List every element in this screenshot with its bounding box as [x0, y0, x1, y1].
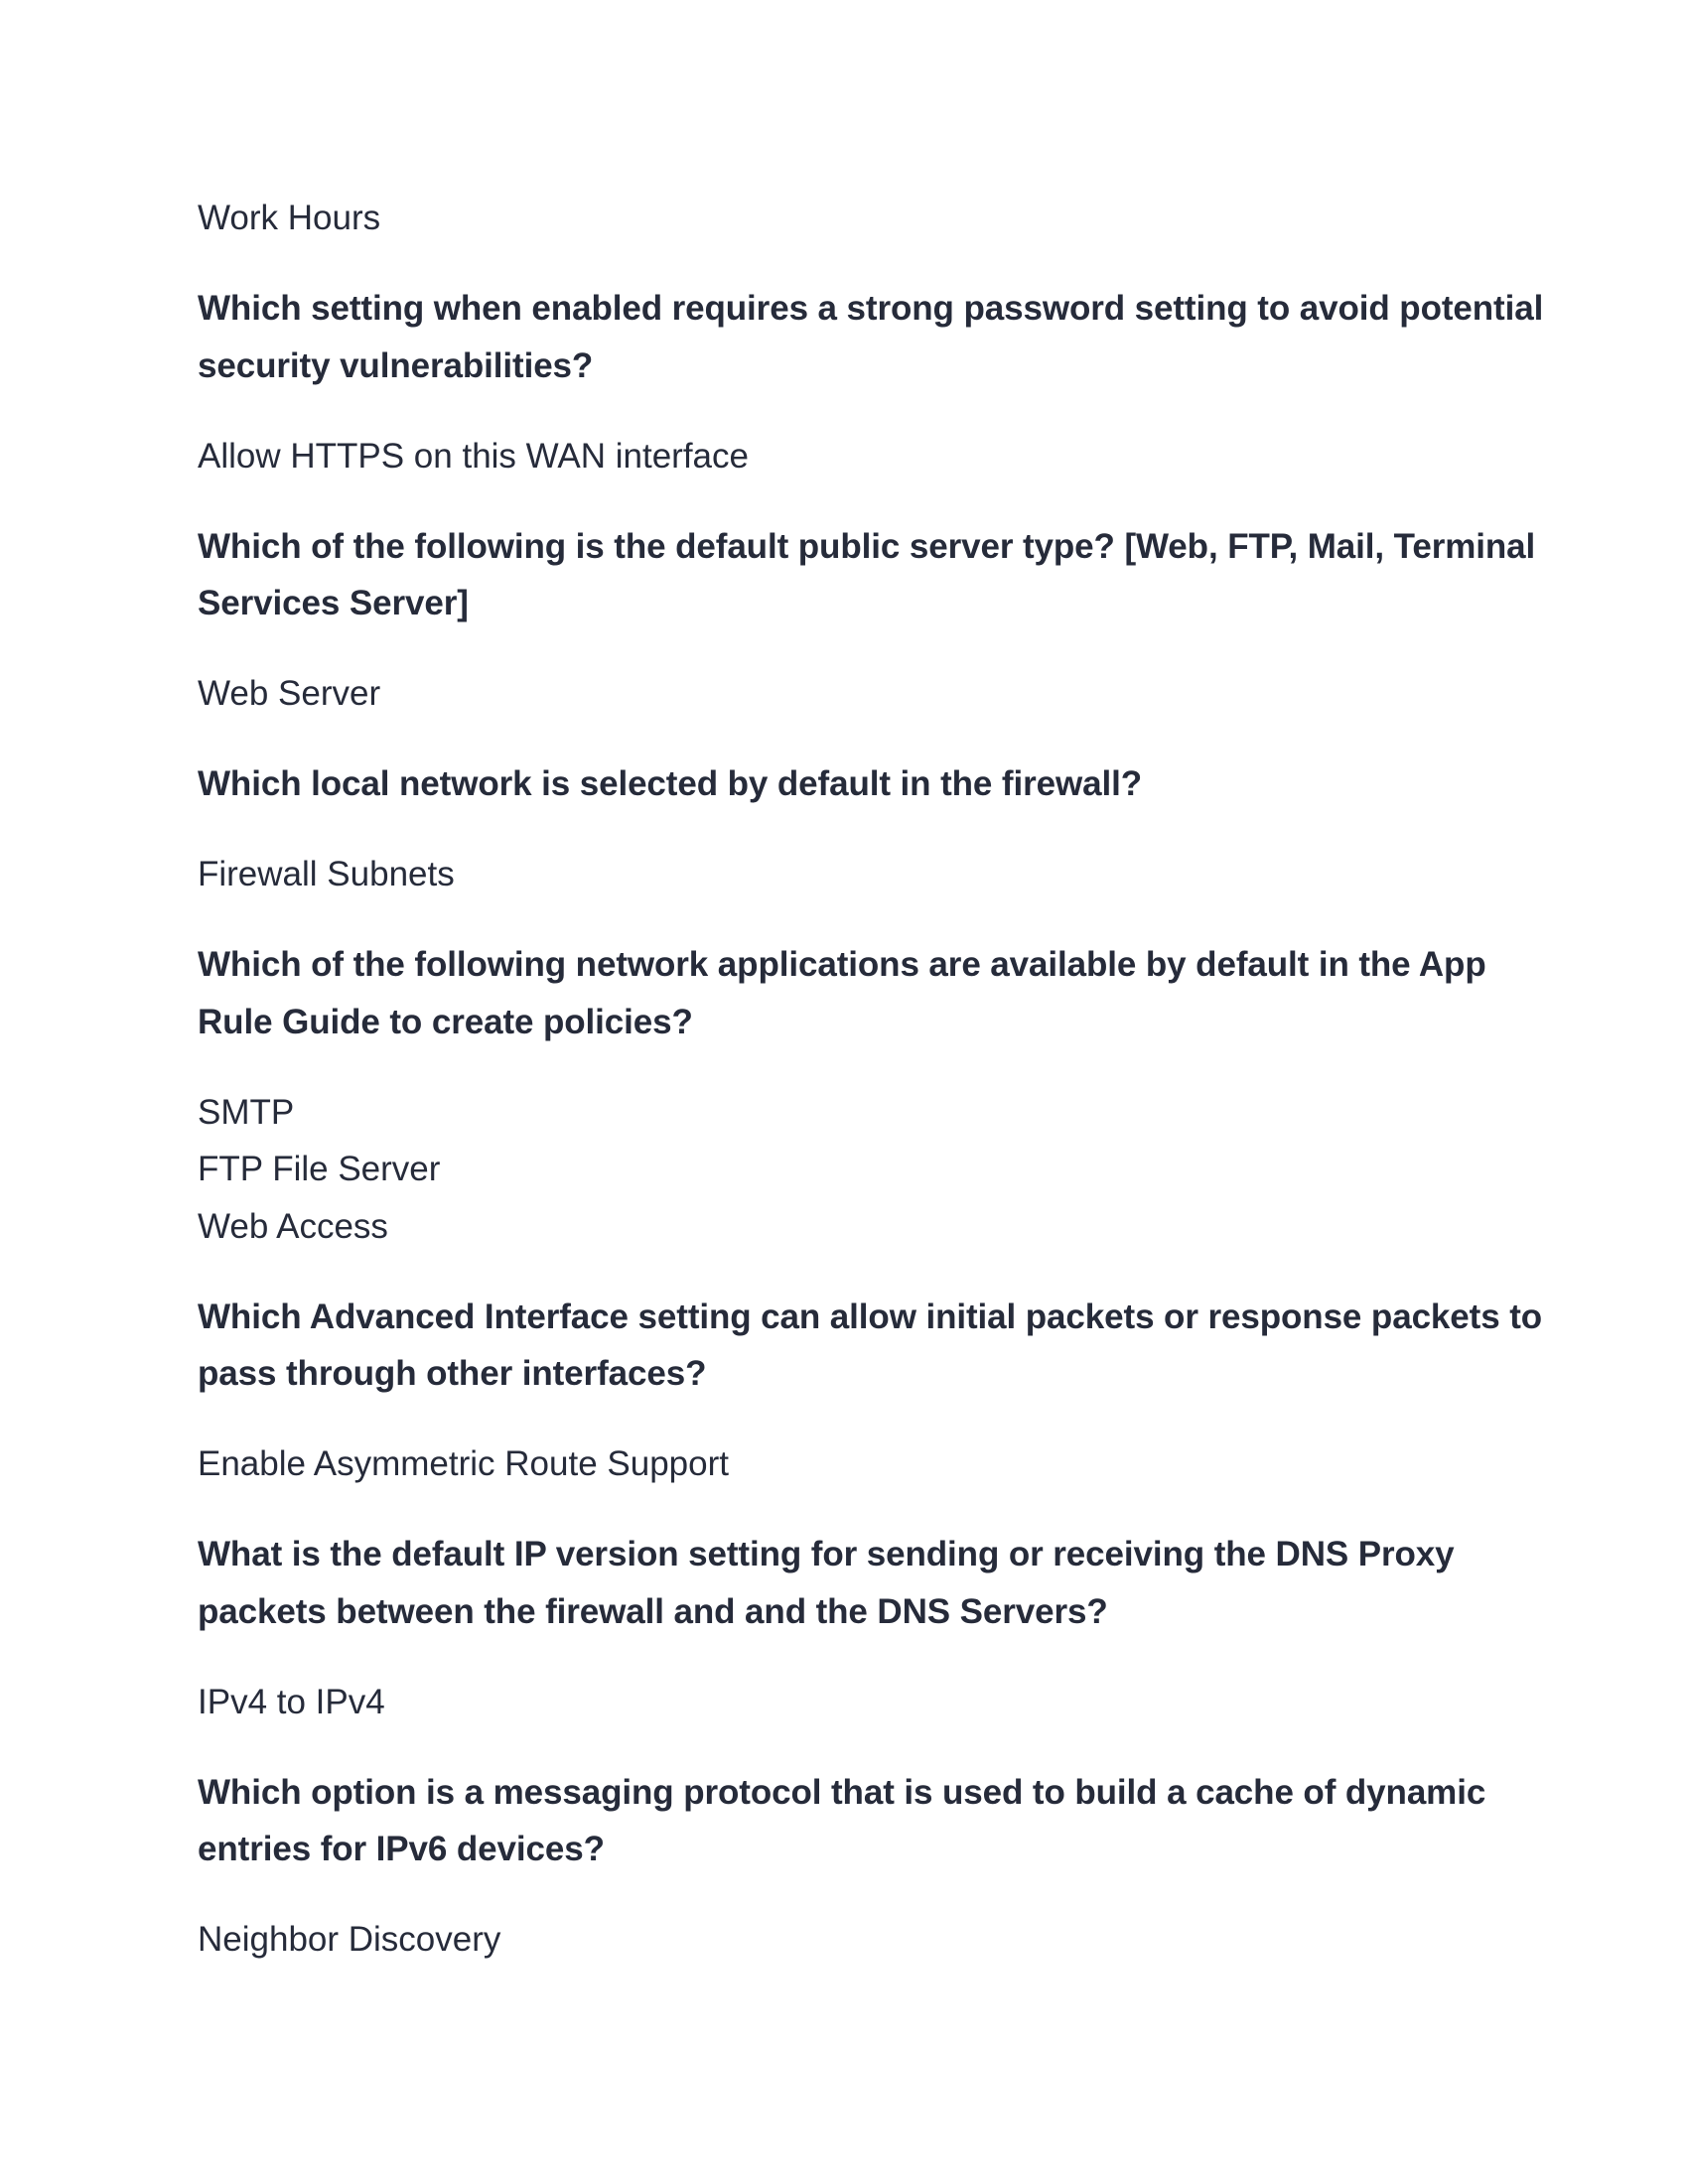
answer-line: Allow HTTPS on this WAN interface [198, 436, 749, 476]
answer-neighbor-discovery [198, 1911, 1498, 1969]
question-line: Which local network is selected by default in the firewall? [198, 764, 1142, 803]
answer-web-server [198, 665, 1498, 723]
answer-application-list [198, 1084, 1498, 1256]
answer-line: Web Server [198, 674, 381, 713]
question-line: Which of the following is the default public server type? [Web, FTP, Mail, Terminal [198, 526, 1536, 566]
answer-asymmetric-route [198, 1435, 1498, 1493]
answer-list-item: Web Access [198, 1206, 388, 1246]
answer-line: Firewall Subnets [198, 855, 455, 893]
answer-work-hours [198, 190, 1498, 247]
answer-line: Enable Asymmetric Route Support [198, 1444, 729, 1483]
question-line: Which setting when enabled requires a strong password setting to avoid potential [198, 289, 1544, 328]
answer-ipv4-to-ipv4 [198, 1674, 1498, 1731]
question-ipv6-messaging-protocol [198, 1764, 1498, 1878]
question-line: pass through other interfaces? [198, 1354, 707, 1393]
question-app-rule-guide-applications [198, 936, 1498, 1050]
answer-list-item: FTP File Server [198, 1150, 441, 1188]
answer-line: IPv4 to IPv4 [198, 1682, 385, 1721]
question-advanced-interface-setting [198, 1289, 1543, 1403]
document-page [198, 190, 1544, 2001]
question-line: Which Advanced Interface setting can allow initial packets or response packets to [198, 1297, 1543, 1336]
question-line: entries for IPv6 devices? [198, 1830, 605, 1868]
question-line: What is the default IP version setting for sending or receiving the DNS Proxy [198, 1535, 1455, 1573]
answer-line: Work Hours [198, 199, 381, 237]
answer-allow-https [198, 428, 1498, 485]
question-dns-proxy-ip-version [198, 1526, 1498, 1640]
answer-line: Neighbor Discovery [198, 1920, 501, 1959]
question-line: Which option is a messaging protocol that is used to build a cache of dynamic [198, 1772, 1486, 1812]
answer-list-item: SMTP [198, 1092, 295, 1132]
question-line: Rule Guide to create policies? [198, 1002, 693, 1041]
question-line: packets between the firewall and and the DNS Servers? [198, 1591, 1108, 1631]
question-line: Services Server] [198, 584, 469, 622]
question-default-public-server-type [198, 518, 1536, 632]
answer-firewall-subnets [198, 846, 1498, 903]
question-default-local-network [198, 755, 1498, 813]
question-line: security vulnerabilities? [198, 345, 594, 385]
question-line: Which of the following network applications are available by default in the App [198, 945, 1486, 984]
question-strong-password-setting [198, 280, 1544, 394]
